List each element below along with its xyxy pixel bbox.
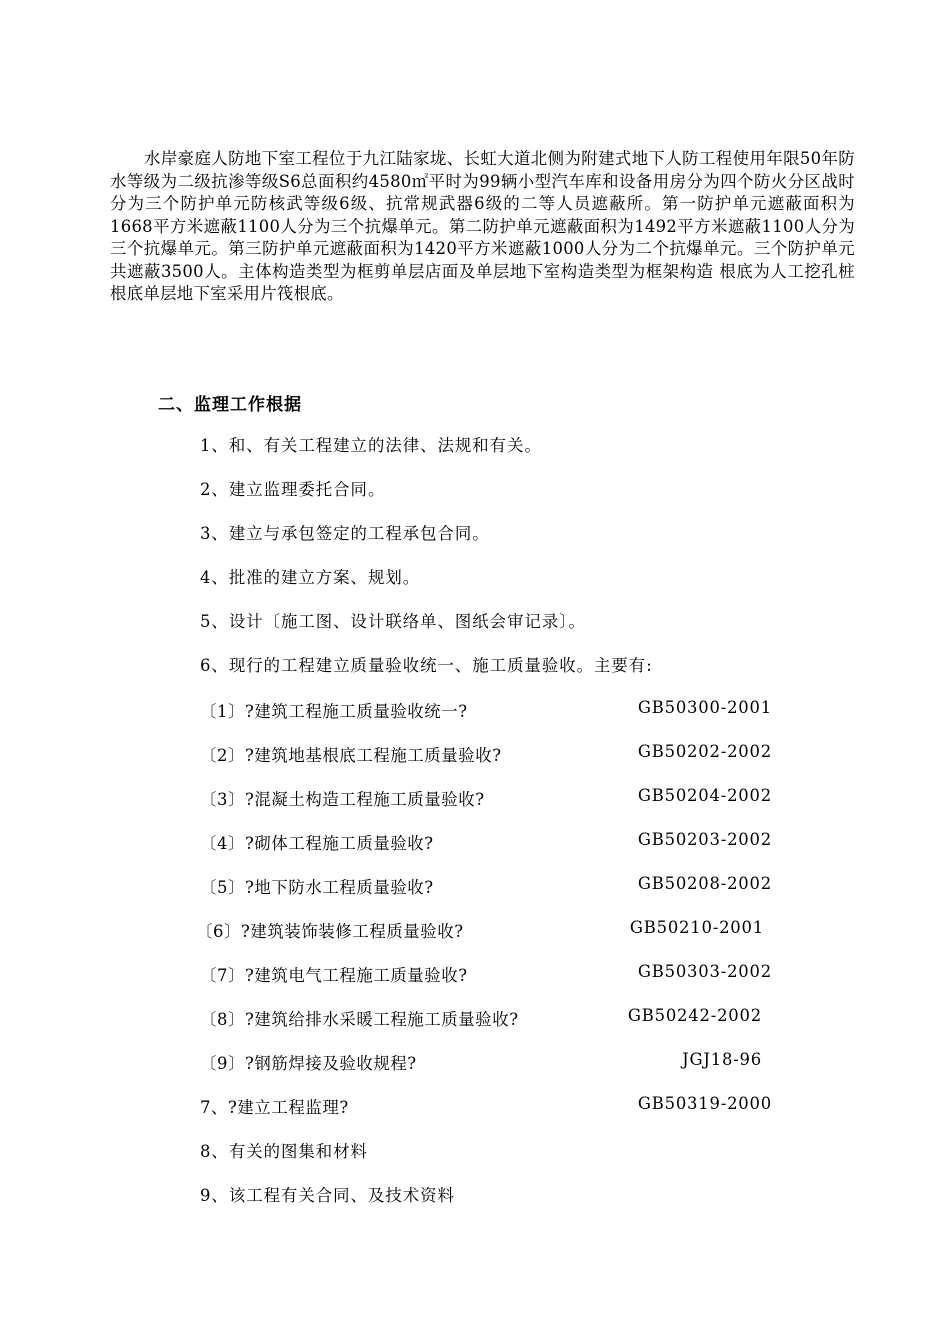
standard-row (200, 742, 780, 766)
standard-name: 〔9〕?钢筋焊接及验收规程? (200, 1054, 417, 1073)
standard-name: 7、?建立工程监理? (200, 1098, 349, 1117)
standard-row (200, 830, 780, 854)
standard-code: GB50202-2002 (637, 742, 772, 761)
standard-code: GB50210-2001 (629, 918, 764, 937)
standard-code: GB50208-2002 (637, 874, 772, 893)
basis-item-1: 1、和、有关工程建立的法律、法规和有关。 (200, 436, 542, 455)
standard-name: 〔7〕?建筑电气工程施工质量验收? (200, 966, 468, 985)
standard-row (200, 874, 780, 898)
standard-code: GB50303-2002 (637, 962, 772, 981)
standard-name: 〔2〕?建筑地基根底工程施工质量验收? (200, 746, 502, 765)
standard-name: 〔6〕?建筑装饰装修工程质量验收? (196, 922, 464, 941)
basis-item-9: 9、该工程有关合同、及技术资料 (200, 1186, 455, 1205)
standard-code: GB50319-2000 (637, 1094, 772, 1113)
basis-item-3: 3、建立与承包签定的工程承包合同。 (200, 524, 490, 543)
basis-item-8: 8、有关的图集和材料 (200, 1142, 368, 1161)
standard-code: GB50204-2002 (637, 786, 772, 805)
standard-row (200, 786, 780, 810)
standard-name: 〔8〕?建筑给排水采暖工程施工质量验收? (200, 1010, 519, 1029)
standard-name: 〔5〕?地下防水工程质量验收? (200, 878, 434, 897)
basis-item-4: 4、批准的建立方案、规划。 (200, 568, 421, 587)
basis-item-6: 6、现行的工程建立质量验收统一、施工质量验收。主要有: (200, 656, 653, 675)
standard-code: JGJ18-96 (682, 1050, 762, 1069)
basis-item-2: 2、建立监理委托合同。 (200, 480, 386, 499)
standard-name: 〔3〕?混凝土构造工程施工质量验收? (200, 790, 485, 809)
standard-name: 〔1〕?建筑工程施工质量验收统一? (200, 702, 468, 721)
project-overview-paragraph: 水岸豪庭人防地下室工程位于九江陆家垅、长虹大道北侧为附建式地下人防工程使用年限50年防水等级为二级抗渗等级S6总面积约4580㎡平时为99辆小型汽车库和设备用房分为四个防火分区战时分为三个防护单元防核武等级6级、抗常规武器6级的二等人员遮蔽所。第一防护单元遮蔽面积为1668平方米遮蔽1100人分为三个抗爆单元。第二防护单元遮蔽面积为1492平方米遮蔽1100人分为三个抗爆单元。第三防护单元遮蔽面积为1420平方米遮蔽1000人分为二个抗爆单元。三个防护单元共遮蔽3500人。主体构造类型为框剪单层店面及单层地下室构造类型为框架构造 根底为人工挖孔桩根底单层地下室采用片筏根底。 (110, 149, 855, 303)
standard-name: 〔4〕?砌体工程施工质量验收? (200, 834, 434, 853)
standard-row (200, 1006, 780, 1030)
standard-row (200, 962, 780, 986)
standard-row (200, 698, 780, 722)
standard-code: GB50203-2002 (637, 830, 772, 849)
standard-row (200, 1050, 780, 1074)
standard-row (196, 918, 776, 942)
section-heading: 二、监理工作根据 (158, 395, 302, 415)
standard-code: GB50300-2001 (637, 698, 772, 717)
basis-item-5: 5、设计〔施工图、设计联络单、图纸会审记录〕。 (200, 612, 586, 631)
standard-row (200, 1094, 780, 1118)
standard-code: GB50242-2002 (627, 1006, 762, 1025)
